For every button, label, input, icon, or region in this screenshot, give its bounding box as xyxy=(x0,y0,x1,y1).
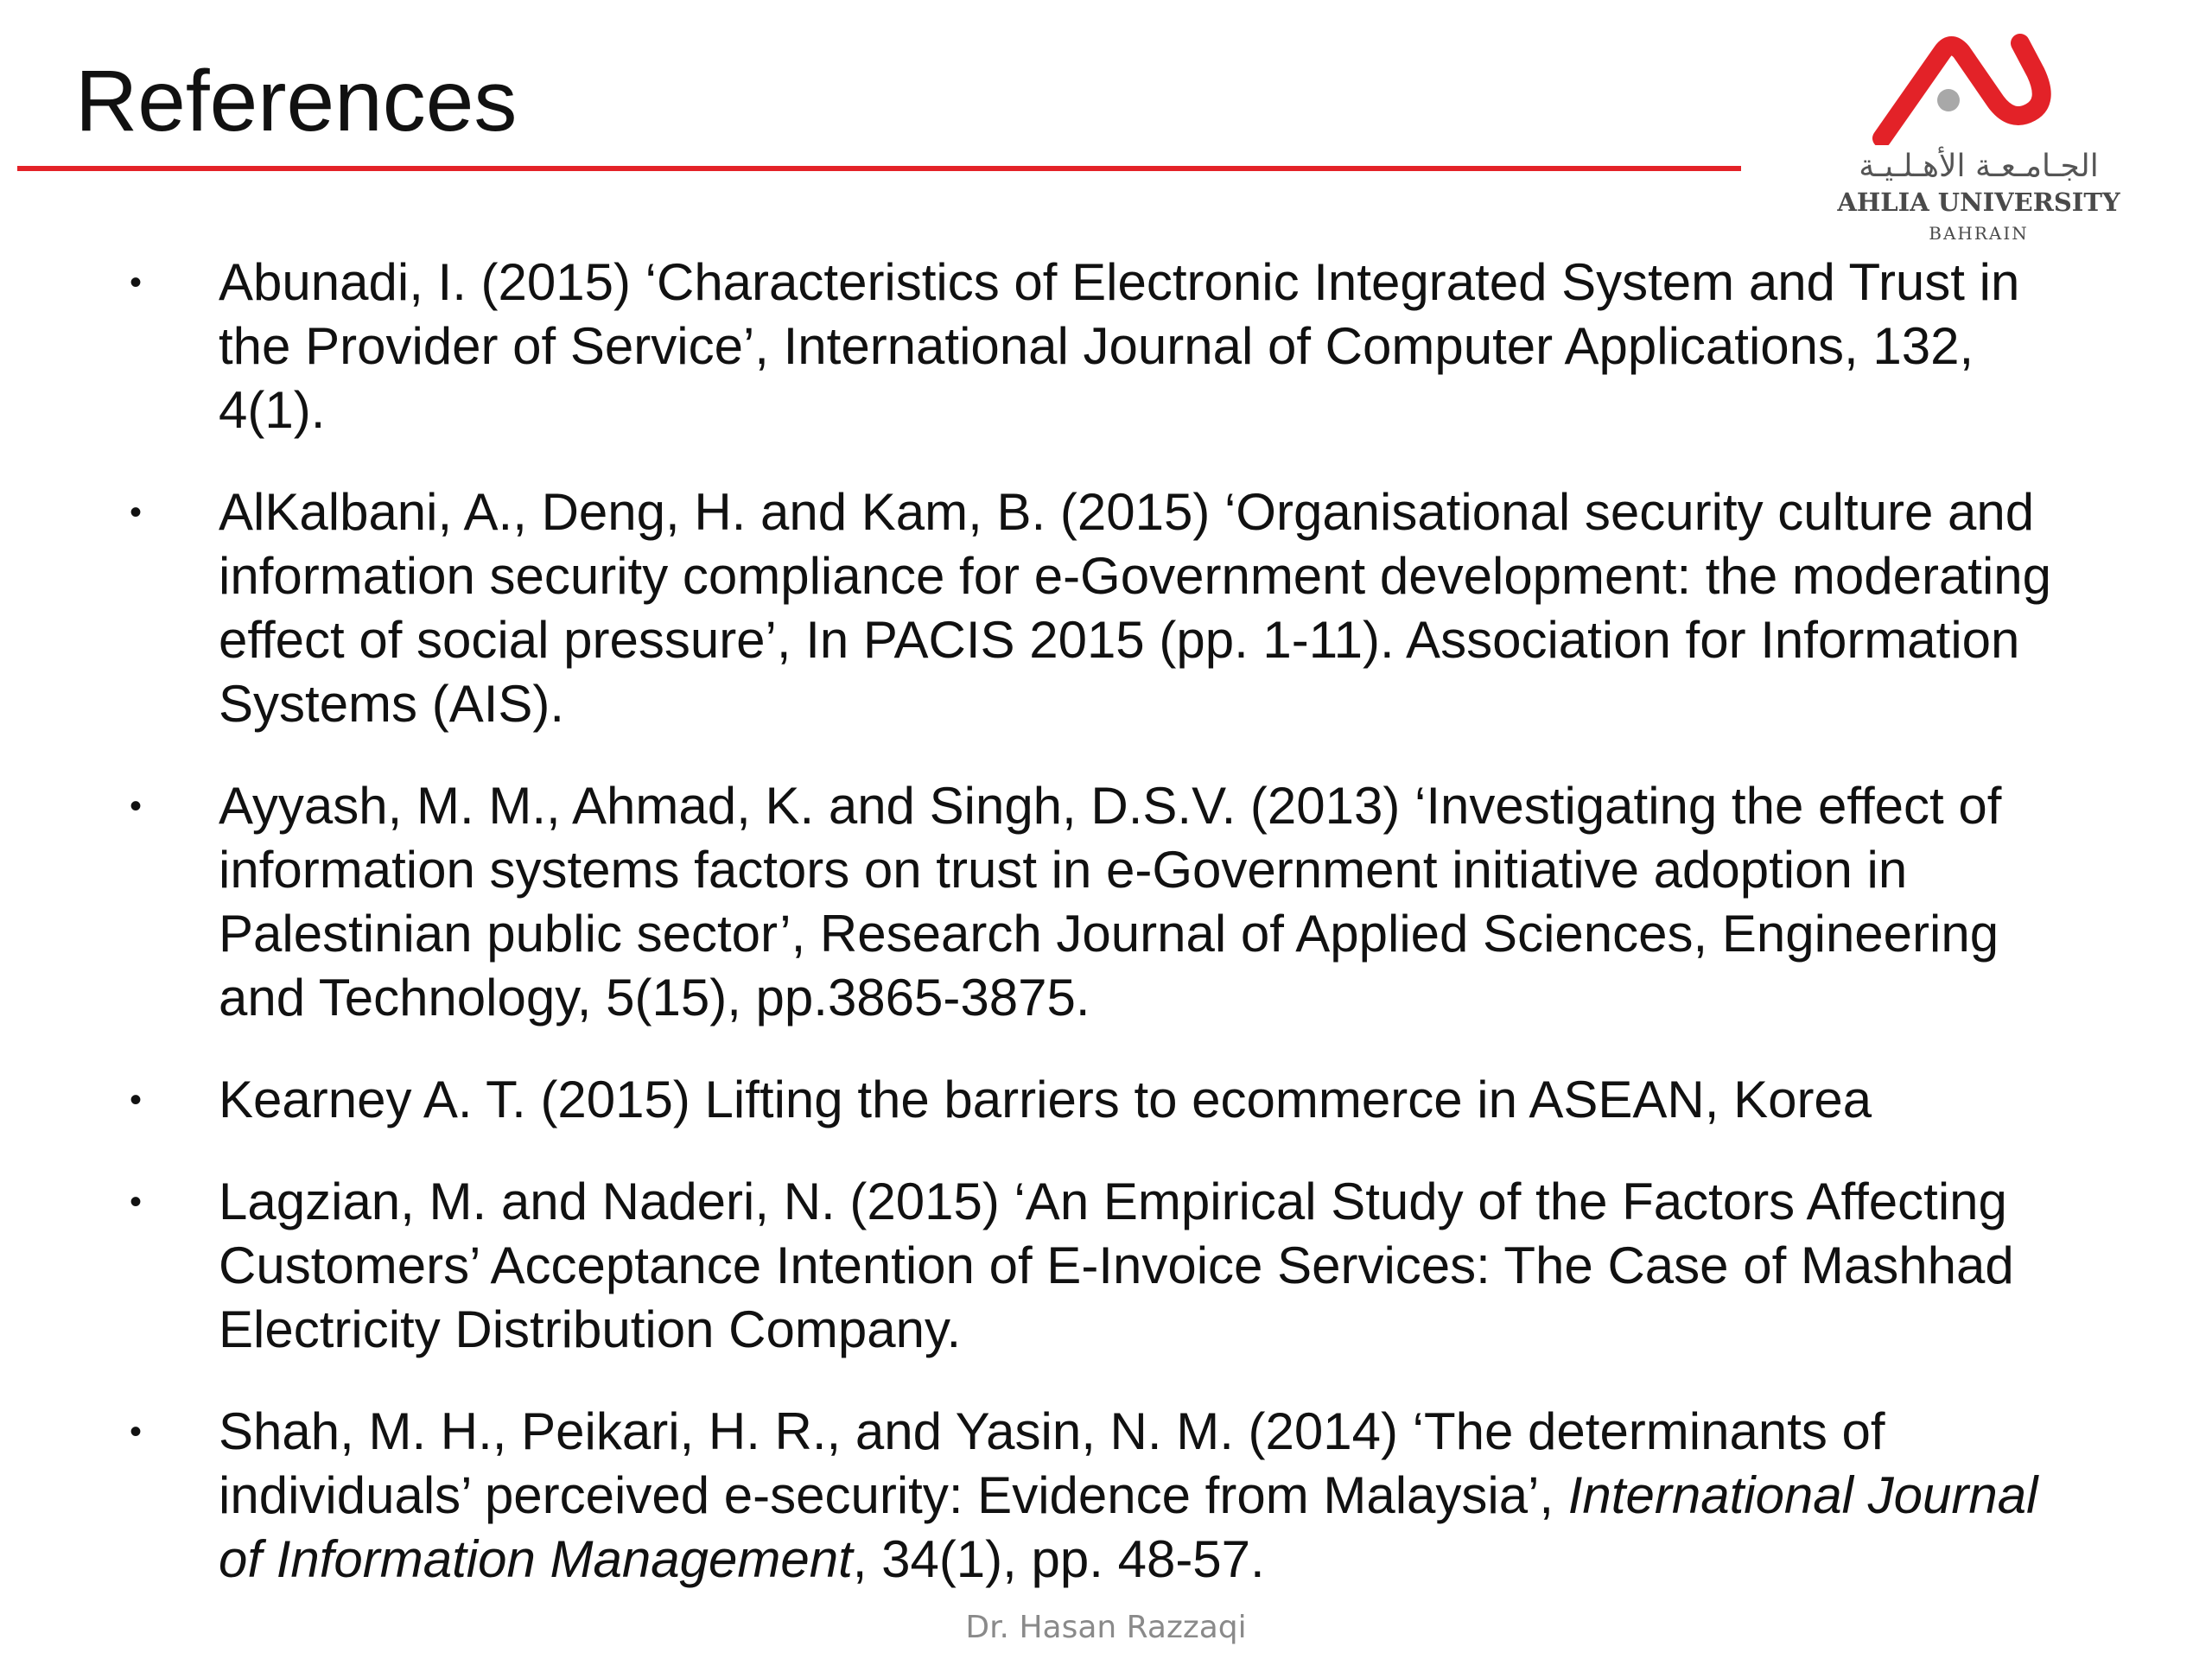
bullet: • xyxy=(130,787,143,825)
reference-item xyxy=(130,1400,2091,1592)
reference-text: Shah, M. H., Peikari, H. R., and Yasin, N. M. (2014) ‘The determinants of individuals’ perceived e-security: Evidence from Malaysia’, xyxy=(219,1402,1885,1524)
bullet: • xyxy=(130,1183,143,1221)
reference-item xyxy=(130,480,2091,736)
logo-arabic-name: الجـامـعـة الأهـلـيـة xyxy=(1859,149,2099,184)
page-title: References xyxy=(75,53,518,149)
reference-item xyxy=(130,251,2091,442)
reference-journal-italic: International Journal of Information Management xyxy=(219,1466,2038,1588)
title-divider xyxy=(17,166,1741,171)
reference-list xyxy=(130,251,2091,1630)
logo-location: BAHRAIN xyxy=(1929,223,2029,244)
reference-item xyxy=(130,1170,2091,1362)
logo-english-name: AHLIA UNIVERSITY xyxy=(1837,188,2120,217)
reference-text: Kearney A. T. (2015) Lifting the barriers to ecommerce in ASEAN, Korea xyxy=(219,1071,1872,1128)
university-logo xyxy=(1832,33,2126,249)
reference-text: AlKalbani, A., Deng, H. and Kam, B. (2015) ‘Organisational security culture and information security compliance for e-Government development: the moderating effect of social pressure’, In PACIS 2015 (pp. 1-11). Association for Information Systems (AIS). xyxy=(219,483,2052,733)
reference-text: Lagzian, M. and Naderi, N. (2015) ‘An Empirical Study of the Factors Affecting Customers’ Acceptance Intention of E-Invoice Services: The Case of Mashhad Electricity Distribution Company. xyxy=(219,1173,2014,1358)
reference-text: Ayyash, M. M., Ahmad, K. and Singh, D.S.V. (2013) ‘Investigating the effect of information systems factors on trust in e-Government initiative adoption in Palestinian public sector’, Research Journal of Applied Sciences, Engineering and Technology, 5(15), pp.3865-3875. xyxy=(219,777,2002,1027)
reference-text-tail: , 34(1), pp. 48-57. xyxy=(852,1530,1265,1588)
footer-author: Dr. Hasan Razzaqi xyxy=(965,1610,1247,1645)
bullet: • xyxy=(130,264,143,302)
bullet: • xyxy=(130,1081,143,1119)
reference-item xyxy=(130,1068,2091,1132)
bullet: • xyxy=(130,1413,143,1451)
ahlia-university-logo-icon xyxy=(1866,33,2074,145)
bullet: • xyxy=(130,493,143,531)
reference-text: Abunadi, I. (2015) ‘Characteristics of Electronic Integrated System and Trust in the Provider of Service’, International Journal of Computer Applications, 132, 4(1). xyxy=(219,253,2020,439)
reference-item xyxy=(130,774,2091,1030)
